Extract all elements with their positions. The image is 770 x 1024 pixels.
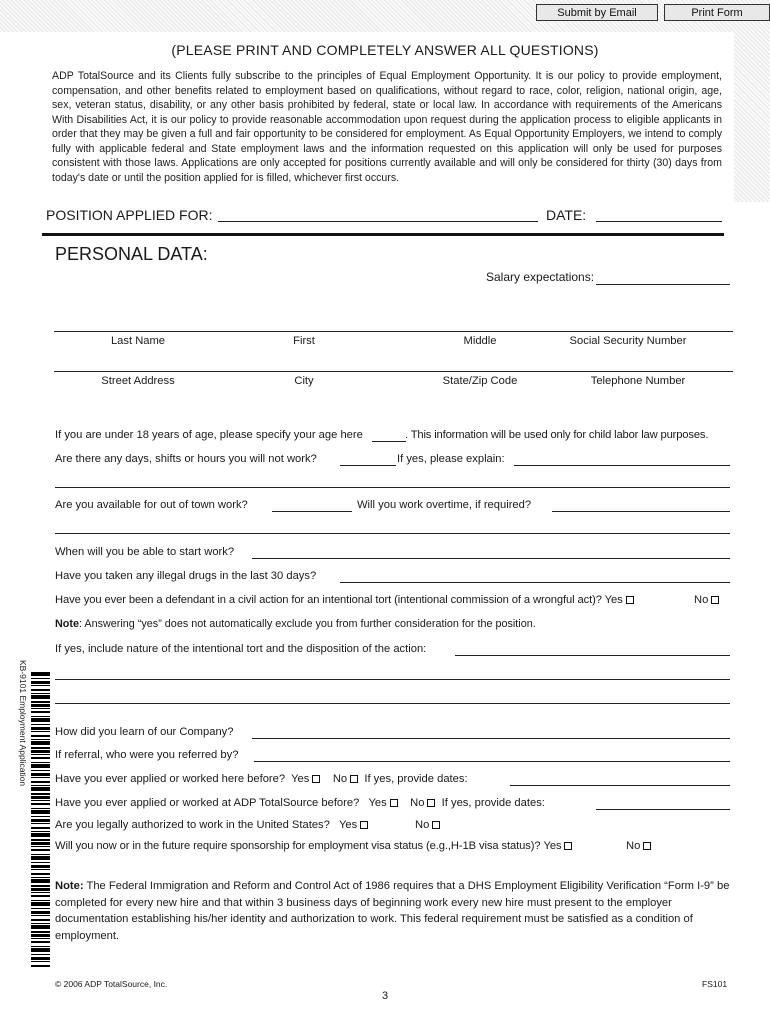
barcode-bar — [31, 787, 50, 791]
barcode-bar — [31, 735, 50, 737]
barcode-bar — [31, 727, 50, 730]
days-explain-line2[interactable] — [55, 487, 730, 488]
days-explain-label: If yes, please explain: — [397, 453, 505, 465]
barcode-bar — [31, 873, 50, 875]
drugs-question: Have you taken any illegal drugs in the last 30 days? — [55, 570, 317, 582]
barcode-bar — [31, 685, 50, 686]
barcode-bar — [31, 854, 50, 855]
position-label: POSITION APPLIED FOR: — [46, 207, 213, 223]
applied-yes-label: Yes — [291, 773, 310, 785]
barcode-bar — [31, 793, 50, 795]
barcode-bar — [31, 862, 50, 863]
visa-question-text: Will you now or in the future require sponsorship for employment visa status (e.g.,H-1B visa status)? — [55, 840, 541, 852]
barcode-bar — [31, 839, 50, 841]
barcode-bar — [31, 957, 50, 960]
barcode-bar — [31, 681, 50, 684]
adp-question-text: Have you ever applied or worked at ADP TotalSource before? — [55, 797, 360, 809]
barcode-bar — [31, 948, 50, 952]
barcode-bar — [31, 757, 50, 759]
visa-no-checkbox[interactable] — [643, 842, 651, 850]
city-label: City — [294, 375, 314, 387]
barcode-bar — [31, 800, 50, 801]
i9-note-text: The Federal Immigration and Reform and Control Act of 1986 requires that a DHS Employment Eligibility Verification “Form I-9” be completed for every new hire and that within 3 business days of beginning work every new hire must present to the employer documentation establishing his/her identity and authorization to work. This federal requirement must be satisfied as a condition of employment. — [55, 880, 730, 942]
middle-name-label: Middle — [463, 335, 497, 347]
learn-field[interactable] — [252, 738, 730, 739]
authorized-question — [55, 819, 368, 831]
barcode-bar — [31, 754, 50, 755]
tort-nature-field[interactable] — [455, 655, 730, 656]
barcode-bar — [31, 693, 50, 694]
barcode-bar — [31, 923, 50, 924]
tort-note-text: : Answering “yes” does not automatically exclude you from further consideration for the position. — [79, 618, 536, 630]
authorized-yes-label: Yes — [339, 819, 358, 831]
street-address-label: Street Address — [101, 375, 175, 387]
barcode-bar — [31, 762, 50, 763]
barcode-bar — [31, 934, 50, 937]
barcode-bar — [31, 938, 50, 939]
tort-no-label: No — [694, 594, 709, 606]
authorized-yes-checkbox[interactable] — [360, 821, 368, 829]
barcode-bar — [31, 931, 50, 933]
authorized-no-label: No — [415, 819, 430, 831]
authorized-no-checkbox[interactable] — [432, 821, 440, 829]
last-name-label: Last Name — [110, 335, 166, 347]
visa-no-option — [626, 840, 651, 852]
tort-note-bold: Note — [55, 618, 79, 630]
overtime-field[interactable] — [552, 511, 730, 512]
barcode-bar — [31, 946, 50, 947]
barcode-bar — [31, 716, 50, 717]
barcode-bar — [31, 777, 50, 778]
start-field[interactable] — [252, 558, 730, 559]
authorized-question-text: Are you legally authorized to work in the United States? — [55, 819, 330, 831]
section-divider — [42, 233, 724, 236]
days-field[interactable] — [340, 465, 396, 466]
barcode-bar — [31, 895, 50, 897]
adp-yes-checkbox[interactable] — [390, 799, 398, 807]
barcode-bar — [31, 833, 50, 837]
learn-question: How did you learn of our Company? — [55, 726, 234, 738]
referral-question: If referral, who were you referred by? — [55, 749, 239, 761]
barcode-bar — [31, 900, 50, 901]
barcode-bar — [31, 954, 50, 955]
visa-yes-label: Yes — [543, 840, 562, 852]
barcode-bar — [31, 704, 50, 707]
start-question: When will you be able to start work? — [55, 546, 235, 558]
barcode-bar — [31, 816, 50, 817]
print-form-button[interactable]: Print Form — [664, 4, 770, 21]
barcode-bar — [31, 846, 50, 847]
applied-dates-label: If yes, provide dates: — [364, 773, 468, 785]
barcode-bar — [31, 764, 50, 768]
applied-dates-field[interactable] — [510, 785, 730, 786]
drugs-field[interactable] — [340, 582, 730, 583]
ssn-label: Social Security Number — [569, 335, 687, 347]
age-field[interactable] — [372, 441, 406, 442]
tort-note — [55, 618, 536, 630]
barcode-bar — [31, 877, 50, 878]
personal-data-title: PERSONAL DATA: — [55, 244, 208, 264]
salary-field[interactable] — [596, 284, 730, 285]
adp-yes-label: Yes — [368, 797, 387, 809]
tort-nature-line2[interactable] — [55, 679, 730, 680]
barcode-bar — [31, 831, 50, 832]
page-number: 3 — [381, 990, 389, 1002]
barcode-bar — [31, 739, 50, 740]
i9-note — [55, 878, 731, 944]
barcode-bar — [31, 869, 50, 870]
barcode-bar — [31, 842, 50, 845]
applied-no-label: No — [332, 773, 348, 785]
salary-label: Salary expectations: — [486, 270, 595, 284]
barcode-bar — [31, 915, 50, 916]
adp-dates-field[interactable] — [596, 809, 730, 810]
travel-line2[interactable] — [55, 533, 730, 534]
copyright: © 2006 ADP TotalSource, Inc. — [55, 979, 168, 989]
overtime-question: Will you work overtime, if required? — [357, 499, 532, 511]
tort-question — [55, 594, 634, 606]
barcode-bar — [31, 689, 50, 691]
tort-nature-question: If yes, include nature of the intentional tort and the disposition of the action: — [55, 643, 427, 655]
applied-no-checkbox[interactable] — [350, 775, 358, 783]
first-name-label: First — [293, 335, 315, 347]
date-label: DATE: — [546, 207, 587, 223]
adp-no-checkbox[interactable] — [427, 799, 435, 807]
barcode-bar — [31, 892, 50, 893]
i9-note-bold: Note: — [55, 880, 84, 892]
telephone-label: Telephone Number — [590, 375, 686, 387]
referral-field[interactable] — [254, 761, 730, 762]
tort-no-option — [694, 594, 719, 606]
eeo-statement: ADP TotalSource and its Clients fully subscribe to the principles of Equal Employment Opportunity. It is our policy to provide employment, compensation, and other benefits related to employment based on qualifications, without regard to race, color, religion, national origin, age, sex, veteran status, disability, or any other basis prohibited by federal, state or local law. In accordance with requirements of the Americans With Disabilities Act, it is our policy to provide reasonable accommodation upon request during the application process to eligible applicants in order that they may be given a full and fair opportunity to be considered for employment. As Equal Opportunity Employers, we intend to comply fully with applicable federal and State employment laws and the information requested on this application will only be used for purposes consistent with those laws. Applications are only accepted for positions currently available and will only be considered for thirty (30) days from today's date or until the position applied for is filled, whichever first occurs. — [52, 70, 722, 184]
submit-by-email-button[interactable]: Submit by Email — [536, 4, 658, 21]
days-explain-field[interactable] — [514, 465, 730, 466]
barcode-bar — [31, 961, 50, 962]
tort-nature-line3[interactable] — [55, 703, 730, 704]
form-id-vertical: KB-9101 Employment Application — [18, 660, 28, 787]
barcode-bar — [31, 810, 50, 814]
visa-question — [55, 840, 572, 852]
barcode-bar — [31, 695, 50, 699]
barcode-bar — [31, 823, 50, 824]
barcode — [31, 672, 50, 972]
days-question: Are there any days, shifts or hours you will not work? — [55, 453, 317, 465]
barcode-bar — [31, 708, 50, 709]
barcode-bar — [31, 925, 50, 929]
position-field[interactable] — [218, 221, 538, 222]
barcode-bar — [31, 750, 50, 753]
address-line[interactable] — [54, 371, 733, 372]
barcode-bar — [31, 919, 50, 921]
under18-note: . This information will be used only for child labor law purposes. — [405, 429, 709, 441]
date-field[interactable] — [596, 221, 722, 222]
barcode-bar — [31, 808, 50, 809]
barcode-bar — [31, 731, 50, 732]
applied-question-text: Have you ever applied or worked here before? — [55, 773, 286, 785]
barcode-bar — [31, 885, 50, 887]
barcode-bar — [31, 865, 50, 868]
travel-question: Are you available for out of town work? — [55, 499, 248, 511]
barcode-bar — [31, 803, 50, 805]
applied-yes-checkbox[interactable] — [312, 775, 320, 783]
tort-question-text: Have you ever been a defendant in a civil action for an intentional tort (intentional commission of a wrongful act)? Yes — [55, 594, 623, 606]
barcode-bar — [31, 911, 50, 914]
barcode-bar — [31, 672, 50, 676]
barcode-bar — [31, 718, 50, 722]
barcode-bar — [31, 711, 50, 713]
barcode-bar — [31, 724, 50, 725]
barcode-bar — [31, 902, 50, 906]
form-code: FS101 — [702, 979, 728, 989]
barcode-bar — [31, 879, 50, 883]
visa-yes-checkbox[interactable] — [564, 842, 572, 850]
barcode-bar — [31, 827, 50, 829]
state-zip-label: State/Zip Code — [442, 375, 518, 387]
visa-no-label: No — [626, 840, 641, 852]
barcode-bar — [31, 781, 50, 783]
tort-no-checkbox[interactable] — [711, 596, 719, 604]
barcode-bar — [31, 741, 50, 745]
barcode-bar — [31, 941, 50, 943]
barcode-bar — [31, 888, 50, 891]
barcode-bar — [31, 678, 50, 679]
applied-question — [55, 773, 468, 785]
name-line[interactable] — [54, 331, 733, 332]
barcode-bar — [31, 773, 50, 776]
page-instruction: (PLEASE PRINT AND COMPLETELY ANSWER ALL QUESTIONS) — [171, 42, 599, 58]
tort-yes-checkbox[interactable] — [626, 596, 634, 604]
under18-question: If you are under 18 years of age, please specify your age here — [55, 429, 363, 441]
authorized-no-option — [415, 819, 440, 831]
adp-no-label: No — [410, 797, 425, 809]
barcode-bar — [31, 908, 50, 909]
barcode-bar — [31, 849, 50, 851]
barcode-bar — [31, 965, 50, 967]
barcode-bar — [31, 819, 50, 822]
travel-field[interactable] — [272, 511, 352, 512]
barcode-bar — [31, 701, 50, 703]
barcode-bar — [31, 856, 50, 860]
barcode-bar — [31, 796, 50, 799]
barcode-bar — [31, 785, 50, 786]
adp-question — [55, 797, 545, 809]
barcode-bar — [31, 770, 50, 771]
barcode-bar — [31, 747, 50, 749]
adp-dates-label: If yes, provide dates: — [441, 797, 545, 809]
